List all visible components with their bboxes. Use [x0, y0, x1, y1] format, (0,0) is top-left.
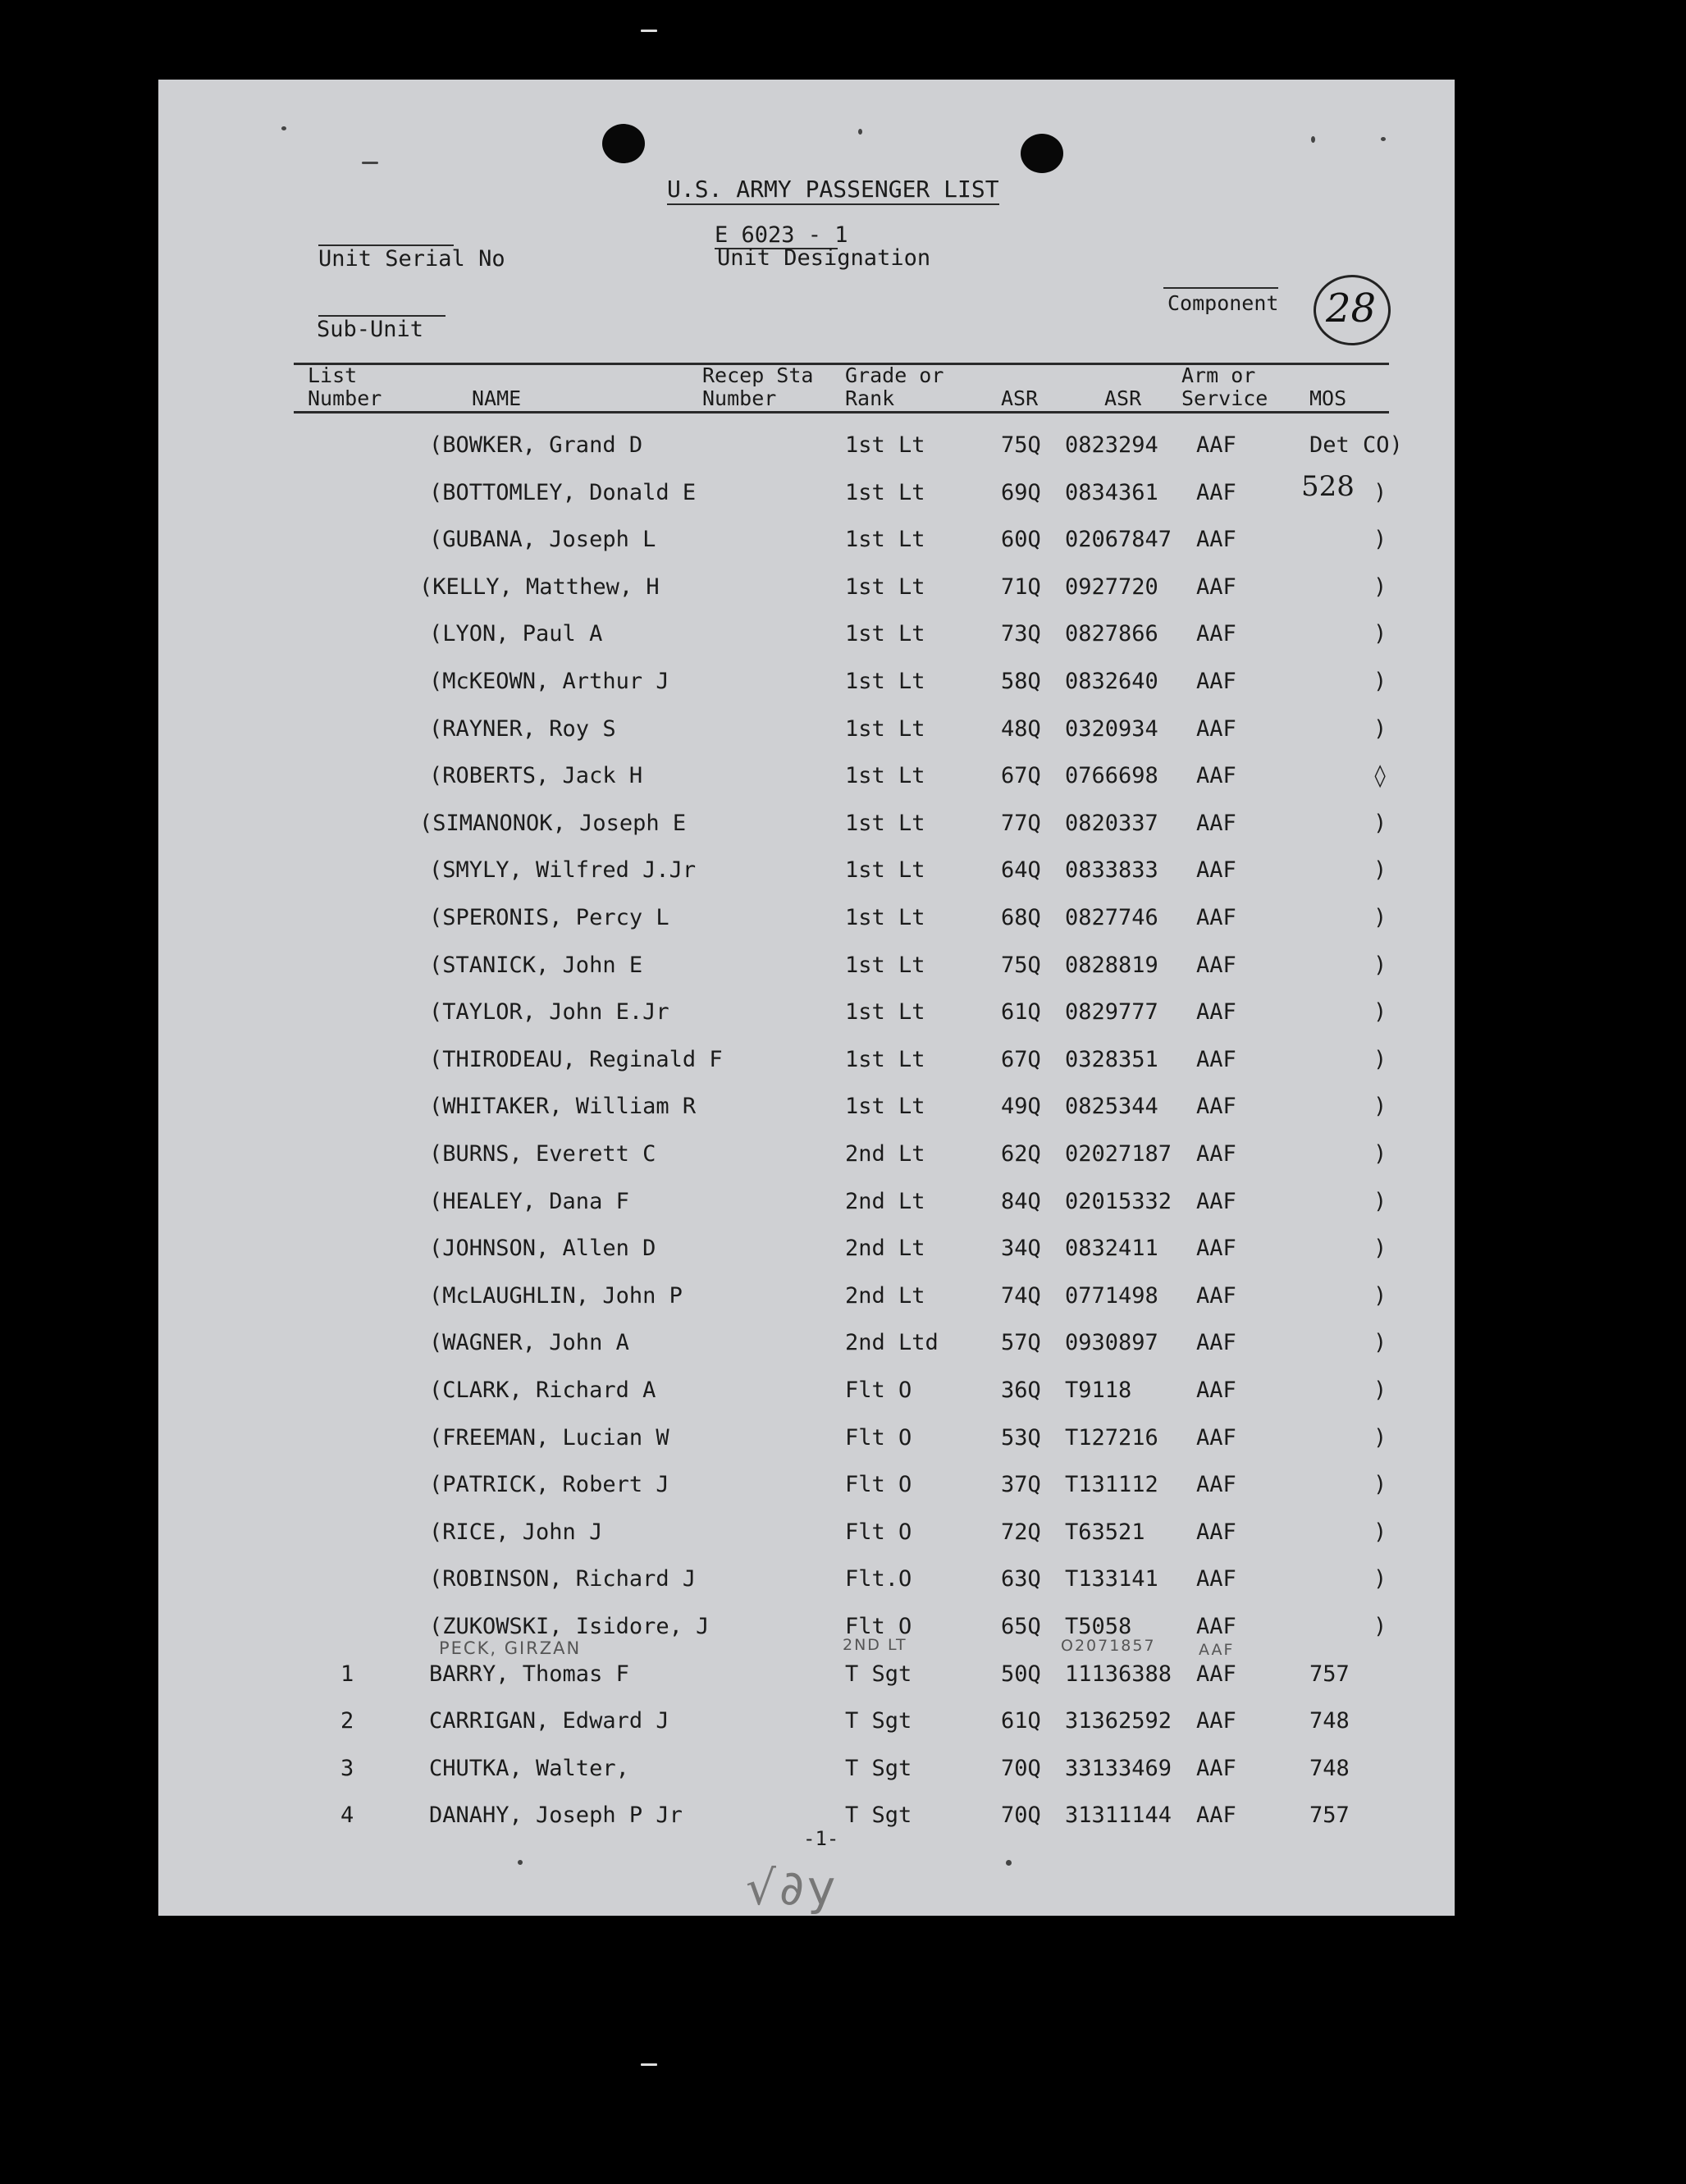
passenger-name: (TAYLOR, John E.Jr	[429, 999, 669, 1026]
grade: 1st Lt	[845, 810, 925, 836]
passenger-name: (McLAUGHLIN, John P	[429, 1282, 683, 1309]
grade: 1st Lt	[845, 857, 925, 884]
arm-service: AAF	[1196, 810, 1236, 836]
bracket: )	[1373, 1472, 1387, 1498]
arm-service: AAF	[1196, 432, 1236, 458]
asr-number: T5058	[1065, 1614, 1132, 1639]
asr-number: 0766698	[1065, 763, 1158, 789]
passenger-name: CARRIGAN, Edward J	[429, 1708, 669, 1734]
asr-code: 61Q	[1001, 999, 1041, 1026]
asr-code: 75Q	[1001, 952, 1041, 978]
grade: T Sgt	[845, 1802, 912, 1829]
passenger-name: (CLARK, Richard A	[429, 1378, 656, 1403]
handwritten-name: PECK, GIRZAN	[439, 1638, 582, 1658]
arm-service: AAF	[1196, 1141, 1236, 1167]
asr-code: 72Q	[1001, 1519, 1041, 1545]
asr-number: 0823294	[1065, 432, 1158, 458]
bracket: )	[1373, 905, 1387, 930]
bracket: )	[1373, 1614, 1387, 1639]
unit-serial-label: Unit Serial No	[318, 246, 505, 272]
table-row	[158, 1189, 1455, 1230]
arm-service: AAF	[1196, 999, 1236, 1026]
table-row	[158, 1614, 1455, 1655]
list-number: 3	[340, 1755, 354, 1781]
arm-service: AAF	[1196, 1802, 1236, 1829]
arm-service: AAF	[1196, 1424, 1236, 1451]
mos: 748	[1309, 1708, 1350, 1734]
asr-code: 53Q	[1001, 1424, 1041, 1451]
asr-number: 0827746	[1065, 905, 1158, 930]
asr-number: 02027187	[1065, 1141, 1172, 1167]
speck	[858, 129, 862, 135]
passenger-name: (WHITAKER, William R	[429, 1094, 697, 1120]
col-asr2: ASR	[1104, 386, 1142, 410]
speck	[1381, 137, 1386, 141]
grade: 1st Lt	[845, 479, 925, 505]
bracket: )	[1373, 1282, 1387, 1309]
asr-number: 0771498	[1065, 1282, 1158, 1309]
passenger-name: (STANICK, John E	[429, 952, 643, 978]
passenger-name: (WAGNER, John A	[429, 1330, 629, 1356]
bracket: )	[1373, 1566, 1387, 1592]
list-number: 4	[340, 1802, 354, 1829]
bracket: ◊	[1373, 763, 1387, 789]
pencil-mark: √∂y	[746, 1860, 839, 1916]
circled-number-text: 28	[1326, 286, 1377, 331]
arm-service: AAF	[1196, 1378, 1236, 1403]
asr-code: 49Q	[1001, 1094, 1041, 1120]
passenger-name: (SIMANONOK, Joseph E	[419, 810, 687, 836]
asr-number: T127216	[1065, 1424, 1158, 1451]
bracket: )	[1373, 1046, 1387, 1072]
handwritten-asr: O2071857	[1061, 1637, 1156, 1655]
asr-number: 0833833	[1065, 857, 1158, 884]
asr-code: 34Q	[1001, 1236, 1041, 1262]
grade: 1st Lt	[845, 432, 925, 458]
asr-code: 67Q	[1001, 1046, 1041, 1072]
arm-service: AAF	[1196, 479, 1236, 505]
passenger-name: (PATRICK, Robert J	[429, 1472, 669, 1498]
passenger-name: (ROBERTS, Jack H	[429, 763, 643, 789]
arm-service: AAF	[1196, 1708, 1236, 1734]
passenger-name: (SMYLY, Wilfred J.Jr	[429, 857, 697, 884]
sub-unit-label: Sub-Unit	[317, 317, 424, 342]
asr-number: 0834361	[1065, 479, 1158, 505]
passenger-name: (McKEOWN, Arthur J	[429, 669, 669, 694]
bracket: )	[1373, 952, 1387, 978]
passenger-name: (HEALEY, Dana F	[429, 1188, 629, 1214]
page-number: -1-	[803, 1827, 839, 1850]
col-grade: Grade or Rank	[845, 363, 944, 410]
bracket: )	[1373, 1424, 1387, 1451]
asr-number: 0328351	[1065, 1046, 1158, 1072]
asr-code: 75Q	[1001, 432, 1041, 458]
arm-service: AAF	[1196, 857, 1236, 884]
grade: 1st Lt	[845, 999, 925, 1026]
grade: 2nd Lt	[845, 1282, 925, 1309]
list-number: 2	[340, 1708, 354, 1734]
arm-service: AAF	[1196, 1046, 1236, 1072]
asr-number: 0927720	[1065, 573, 1158, 600]
grade: 1st Lt	[845, 621, 925, 647]
table-row	[158, 1094, 1455, 1135]
border-mark	[641, 2063, 657, 2066]
table-row	[158, 1047, 1455, 1088]
asr-number: 0820337	[1065, 810, 1158, 836]
asr-number: 02067847	[1065, 527, 1172, 553]
speck	[518, 1860, 523, 1865]
col-name: NAME	[472, 386, 522, 410]
passenger-name: (BOTTOMLEY, Donald E	[429, 479, 697, 505]
grade: 1st Lt	[845, 763, 925, 789]
bracket: )	[1373, 1236, 1387, 1262]
grade: 1st Lt	[845, 1094, 925, 1120]
grade: Flt O	[845, 1472, 912, 1498]
asr-number: 0832640	[1065, 669, 1158, 694]
grade: 2nd Lt	[845, 1188, 925, 1214]
asr-number: 0320934	[1065, 715, 1158, 742]
table-row	[158, 527, 1455, 568]
table-row	[158, 1519, 1455, 1560]
asr-number: 31362592	[1065, 1708, 1172, 1734]
passenger-name: (JOHNSON, Allen D	[429, 1236, 656, 1262]
asr-code: 64Q	[1001, 857, 1041, 884]
asr-code: 77Q	[1001, 810, 1041, 836]
component-line	[1163, 287, 1278, 289]
arm-service: AAF	[1196, 715, 1236, 742]
passenger-name: (BURNS, Everett C	[429, 1141, 656, 1167]
bracket: )	[1373, 715, 1387, 742]
table-row	[158, 1378, 1455, 1419]
asr-number: 11136388	[1065, 1661, 1172, 1687]
asr-code: 70Q	[1001, 1755, 1041, 1781]
passenger-name: (SPERONIS, Percy L	[429, 905, 669, 930]
mos: 757	[1309, 1802, 1350, 1829]
grade: 1st Lt	[845, 527, 925, 553]
document-title: U.S. ARMY PASSENGER LIST	[667, 176, 999, 205]
asr-code: 84Q	[1001, 1188, 1041, 1214]
asr-code: 60Q	[1001, 527, 1041, 553]
col-mos: MOS	[1309, 386, 1347, 410]
punch-hole-left	[602, 124, 645, 163]
mos: 528	[1301, 469, 1355, 503]
grade: 2nd Lt	[845, 1141, 925, 1167]
document-sheet	[158, 80, 1455, 1916]
asr-number: 0930897	[1065, 1330, 1158, 1356]
table-row	[158, 621, 1455, 662]
bracket: )	[1373, 1378, 1387, 1403]
asr-code: 37Q	[1001, 1472, 1041, 1498]
passenger-name: (BOWKER, Grand D	[429, 432, 643, 458]
asr-code: 50Q	[1001, 1661, 1041, 1687]
arm-service: AAF	[1196, 1661, 1236, 1687]
list-number: 1	[340, 1661, 354, 1687]
bracket: )	[1373, 1188, 1387, 1214]
table-row	[158, 1472, 1455, 1513]
table-row	[158, 1236, 1455, 1277]
grade: 1st Lt	[845, 573, 925, 600]
arm-service: AAF	[1196, 1614, 1236, 1639]
asr-code: 68Q	[1001, 905, 1041, 930]
passenger-name: (RICE, John J	[429, 1519, 603, 1545]
table-row	[158, 1330, 1455, 1371]
table-row	[158, 811, 1455, 852]
asr-number: 0832411	[1065, 1236, 1158, 1262]
passenger-name: (KELLY, Matthew, H	[419, 573, 660, 600]
passenger-name: (GUBANA, Joseph L	[429, 527, 656, 553]
grade: 2nd Ltd	[845, 1330, 939, 1356]
bracket: )	[1373, 573, 1387, 600]
passenger-name: (RAYNER, Roy S	[429, 715, 616, 742]
arm-service: AAF	[1196, 1472, 1236, 1498]
table-row	[158, 763, 1455, 804]
asr-number: 0825344	[1065, 1094, 1158, 1120]
table-row	[158, 432, 1455, 473]
asr-number: 02015332	[1065, 1188, 1172, 1214]
speck	[281, 126, 286, 130]
arm-service: AAF	[1196, 1188, 1236, 1214]
bracket: )	[1373, 479, 1387, 505]
arm-service: AAF	[1196, 573, 1236, 600]
asr-code: 63Q	[1001, 1566, 1041, 1592]
grade: Flt O	[845, 1378, 912, 1403]
asr-number: 33133469	[1065, 1755, 1172, 1781]
arm-service: AAF	[1196, 621, 1236, 647]
mos: 748	[1309, 1755, 1350, 1781]
asr-code: 74Q	[1001, 1282, 1041, 1309]
border-mark	[641, 30, 657, 32]
arm-service: AAF	[1196, 669, 1236, 694]
bracket: )	[1373, 1141, 1387, 1167]
arm-service: AAF	[1196, 1236, 1236, 1262]
col-asr1: ASR	[1001, 386, 1039, 410]
table-row	[158, 716, 1455, 757]
speck	[1311, 136, 1315, 143]
bracket: )	[1373, 1094, 1387, 1120]
bracket: )	[1373, 857, 1387, 884]
asr-code: 48Q	[1001, 715, 1041, 742]
grade: 2nd Lt	[845, 1236, 925, 1262]
asr-code: 70Q	[1001, 1802, 1041, 1829]
asr-code: 67Q	[1001, 763, 1041, 789]
component-label: Component	[1167, 291, 1279, 315]
bracket: )	[1373, 1330, 1387, 1356]
asr-code: 65Q	[1001, 1614, 1041, 1639]
arm-service: AAF	[1196, 952, 1236, 978]
table-row	[158, 1708, 1455, 1749]
punch-hole-right	[1021, 134, 1063, 173]
speck	[1006, 1860, 1012, 1866]
passenger-name: (FREEMAN, Lucian W	[429, 1424, 669, 1451]
asr-number: 0827866	[1065, 621, 1158, 647]
grade: 1st Lt	[845, 952, 925, 978]
arm-service: AAF	[1196, 1519, 1236, 1545]
table-row	[158, 999, 1455, 1040]
col-arm: Arm or Service	[1181, 363, 1268, 410]
table-row	[158, 574, 1455, 615]
bracket: )	[1373, 527, 1387, 553]
grade: Flt O	[845, 1614, 912, 1639]
arm-service: AAF	[1196, 1094, 1236, 1120]
asr-code: 61Q	[1001, 1708, 1041, 1734]
arm-service: AAF	[1196, 905, 1236, 930]
asr-number: T133141	[1065, 1566, 1158, 1592]
passenger-name: BARRY, Thomas F	[429, 1661, 629, 1687]
passenger-name: DANAHY, Joseph P Jr	[429, 1802, 683, 1829]
handwritten-arm: AAF	[1199, 1641, 1235, 1659]
asr-number: 31311144	[1065, 1802, 1172, 1829]
asr-number: 0828819	[1065, 952, 1158, 978]
table-row	[158, 1283, 1455, 1324]
grade: 1st Lt	[845, 669, 925, 694]
asr-code: 62Q	[1001, 1141, 1041, 1167]
grade: T Sgt	[845, 1708, 912, 1734]
bracket: )	[1373, 669, 1387, 694]
table-row	[158, 953, 1455, 994]
handwritten-grade: 2ND LT	[843, 1636, 907, 1654]
passenger-name: (THIRODEAU, Reginald F	[429, 1046, 723, 1072]
asr-number: 0829777	[1065, 999, 1158, 1026]
arm-service: AAF	[1196, 527, 1236, 553]
grade: Flt.O	[845, 1566, 912, 1592]
mos: 757	[1309, 1661, 1350, 1687]
unit-designation-label: Unit Designation	[717, 245, 931, 271]
table-row	[158, 905, 1455, 946]
arm-service: AAF	[1196, 1755, 1236, 1781]
grade: Flt O	[845, 1424, 912, 1451]
arm-service: AAF	[1196, 1566, 1236, 1592]
bracket: )	[1373, 810, 1387, 836]
asr-code: 69Q	[1001, 479, 1041, 505]
grade: 1st Lt	[845, 905, 925, 930]
arm-service: AAF	[1196, 1330, 1236, 1356]
table-row	[158, 1141, 1455, 1182]
grade: T Sgt	[845, 1661, 912, 1687]
bracket: )	[1373, 621, 1387, 647]
asr-number: T131112	[1065, 1472, 1158, 1498]
asr-number: T63521	[1065, 1519, 1145, 1545]
table-row	[158, 1566, 1455, 1607]
passenger-name: (ZUKOWSKI, Isidore, J	[429, 1614, 710, 1639]
grade: 1st Lt	[845, 1046, 925, 1072]
circled-number	[1314, 275, 1391, 345]
asr-code: 57Q	[1001, 1330, 1041, 1356]
mos: Det CO)	[1309, 432, 1403, 458]
table-row	[158, 669, 1455, 710]
unit-designation-value: E 6023 - 1	[715, 222, 848, 248]
asr-code: 73Q	[1001, 621, 1041, 647]
bracket: )	[1373, 999, 1387, 1026]
asr-code: 36Q	[1001, 1378, 1041, 1403]
grade: T Sgt	[845, 1755, 912, 1781]
header-rule-bottom	[294, 411, 1389, 413]
col-recep: Recep Sta Number	[702, 363, 814, 410]
table-row	[158, 857, 1455, 898]
arm-service: AAF	[1196, 1282, 1236, 1309]
asr-code: 71Q	[1001, 573, 1041, 600]
grade: 1st Lt	[845, 715, 925, 742]
bracket: )	[1373, 1519, 1387, 1545]
arm-service: AAF	[1196, 763, 1236, 789]
asr-code: 58Q	[1001, 669, 1041, 694]
speck	[362, 162, 378, 164]
passenger-name: (LYON, Paul A	[429, 621, 603, 647]
grade: Flt O	[845, 1519, 912, 1545]
table-row	[158, 469, 1455, 521]
table-row	[158, 1425, 1455, 1466]
asr-number: T9118	[1065, 1378, 1132, 1403]
table-row	[158, 1756, 1455, 1797]
passenger-name: CHUTKA, Walter,	[429, 1755, 629, 1781]
passenger-name: (ROBINSON, Richard J	[429, 1566, 697, 1592]
table-row	[158, 1661, 1455, 1702]
col-list-number: List Number	[308, 363, 382, 410]
